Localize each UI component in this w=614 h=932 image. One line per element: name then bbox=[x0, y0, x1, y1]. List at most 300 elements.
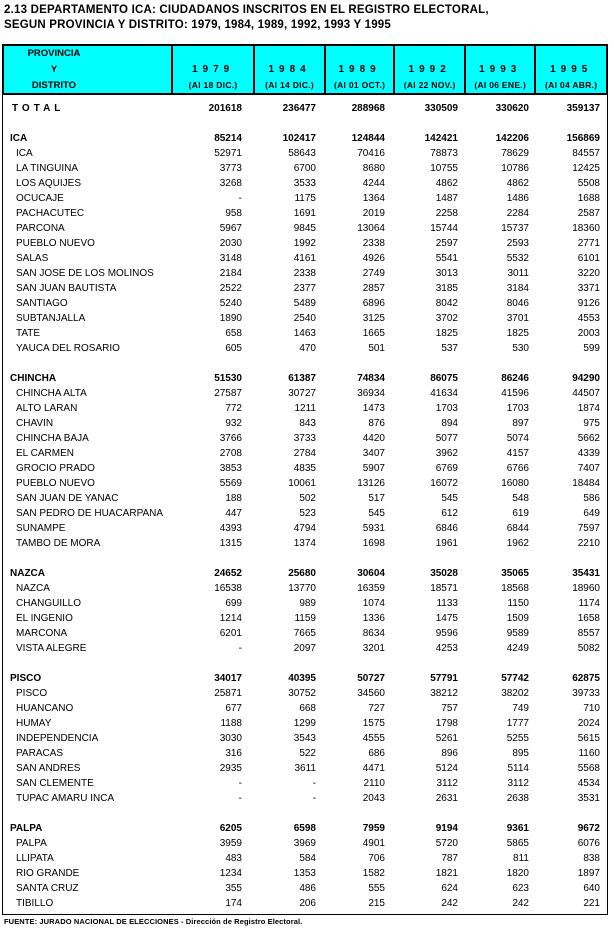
header-date: (Al 01 OCT.) bbox=[333, 80, 386, 90]
row-value-1995: 7407 bbox=[577, 463, 600, 474]
row-value-1995: 649 bbox=[583, 508, 600, 519]
row-value-1992: 624 bbox=[441, 883, 458, 894]
row-label: PALPA bbox=[16, 838, 47, 849]
row-value-1984: 584 bbox=[299, 853, 316, 864]
row-value-1992: 1821 bbox=[435, 868, 458, 879]
row-label: PUEBLO NUEVO bbox=[16, 478, 95, 489]
district-row bbox=[2, 311, 608, 326]
row-value-1979: 677 bbox=[225, 703, 242, 714]
row-label: TATE bbox=[16, 328, 41, 339]
row-value-1992: 6846 bbox=[435, 523, 458, 534]
header-year: 1984 bbox=[268, 64, 311, 75]
row-value-1984: 30752 bbox=[288, 688, 316, 699]
row-label: PUEBLO NUEVO bbox=[16, 238, 95, 249]
row-value-1993: 4157 bbox=[506, 448, 529, 459]
row-value-1993: 5074 bbox=[506, 433, 529, 444]
row-value-1984: 1691 bbox=[293, 208, 316, 219]
row-value-1984: 668 bbox=[299, 703, 316, 714]
row-label: CHANGUILLO bbox=[16, 598, 82, 609]
row-value-1989: 4926 bbox=[362, 253, 385, 264]
row-value-1989: 1698 bbox=[362, 538, 385, 549]
district-row bbox=[2, 341, 608, 356]
row-value-1979: 24652 bbox=[214, 568, 242, 579]
row-value-1979: 3853 bbox=[219, 463, 242, 474]
row-value-1984: 3733 bbox=[293, 433, 316, 444]
row-value-1992: 35028 bbox=[430, 568, 458, 579]
row-value-1989: 1364 bbox=[362, 193, 385, 204]
row-spacer bbox=[2, 656, 608, 671]
row-value-1984: 3969 bbox=[293, 838, 316, 849]
row-value-1979: 605 bbox=[225, 343, 242, 354]
row-value-1993: 142206 bbox=[495, 133, 529, 144]
row-value-1979: 6205 bbox=[219, 823, 242, 834]
row-value-1989: 545 bbox=[368, 508, 385, 519]
row-value-1979: 25871 bbox=[214, 688, 242, 699]
row-label: YAUCA DEL ROSARIO bbox=[16, 343, 120, 354]
row-value-1979: 1214 bbox=[219, 613, 242, 624]
row-value-1984: 58643 bbox=[288, 148, 316, 159]
row-value-1992: 4253 bbox=[435, 643, 458, 654]
row-value-1979: 3773 bbox=[219, 163, 242, 174]
row-value-1984: 1353 bbox=[293, 868, 316, 879]
row-value-1984: 7665 bbox=[293, 628, 316, 639]
row-value-1993: 8046 bbox=[506, 298, 529, 309]
row-value-1989: 2043 bbox=[362, 793, 385, 804]
row-spacer bbox=[2, 551, 608, 566]
row-value-1992: 9194 bbox=[435, 823, 458, 834]
row-value-1979: 3268 bbox=[219, 178, 242, 189]
row-value-1995: 2771 bbox=[577, 238, 600, 249]
row-value-1984: 2097 bbox=[293, 643, 316, 654]
row-spacer bbox=[2, 356, 608, 371]
row-value-1989: 36934 bbox=[357, 388, 385, 399]
row-value-1992: 6769 bbox=[435, 463, 458, 474]
district-row bbox=[2, 236, 608, 251]
district-row bbox=[2, 746, 608, 761]
district-row bbox=[2, 431, 608, 446]
row-value-1995: 221 bbox=[583, 898, 600, 909]
row-value-1992: 5077 bbox=[435, 433, 458, 444]
row-value-1993: 16080 bbox=[501, 478, 529, 489]
row-value-1979: 1890 bbox=[219, 313, 242, 324]
row-value-1995: 975 bbox=[583, 418, 600, 429]
row-value-1992: 142421 bbox=[424, 133, 458, 144]
table-bottom-rule bbox=[2, 914, 608, 915]
row-value-1989: 1074 bbox=[362, 598, 385, 609]
row-value-1993: 78629 bbox=[501, 148, 529, 159]
row-value-1989: 2019 bbox=[362, 208, 385, 219]
row-value-1989: 727 bbox=[368, 703, 385, 714]
row-label: SALAS bbox=[16, 253, 49, 264]
row-value-1993: 2638 bbox=[506, 793, 529, 804]
header-year: 1989 bbox=[338, 64, 381, 75]
row-label: EL INGENIO bbox=[16, 613, 73, 624]
row-value-1989: 1336 bbox=[362, 613, 385, 624]
row-value-1992: 757 bbox=[441, 703, 458, 714]
row-value-1993: 9589 bbox=[506, 628, 529, 639]
header-year: 1995 bbox=[550, 64, 593, 75]
row-value-1992: 15744 bbox=[430, 223, 458, 234]
row-value-1984: 61387 bbox=[288, 373, 316, 384]
row-label: SAN PEDRO DE HUACARPANA bbox=[16, 508, 164, 519]
district-row bbox=[2, 281, 608, 296]
row-value-1993: 4249 bbox=[506, 643, 529, 654]
row-value-1984: 30727 bbox=[288, 388, 316, 399]
row-value-1979: - bbox=[238, 793, 242, 804]
row-value-1992: 2597 bbox=[435, 238, 458, 249]
row-value-1992: 896 bbox=[441, 748, 458, 759]
header-provincia: PROVINCIA bbox=[27, 48, 81, 59]
row-value-1993: 38202 bbox=[501, 688, 529, 699]
row-value-1995: 640 bbox=[583, 883, 600, 894]
row-value-1992: 1133 bbox=[436, 598, 458, 609]
row-value-1979: 316 bbox=[225, 748, 242, 759]
district-row bbox=[2, 791, 608, 806]
row-value-1984: 206 bbox=[299, 898, 316, 909]
row-value-1995: 35431 bbox=[572, 568, 600, 579]
row-value-1992: 1475 bbox=[435, 613, 458, 624]
row-value-1984: 2540 bbox=[293, 313, 316, 324]
row-value-1993: 530 bbox=[512, 343, 529, 354]
row-value-1992: 545 bbox=[441, 493, 458, 504]
province-row bbox=[2, 566, 608, 581]
district-row bbox=[2, 686, 608, 701]
row-value-1993: 1486 bbox=[506, 193, 529, 204]
row-value-1979: 51530 bbox=[214, 373, 242, 384]
header-date: (Al 06 ENE.) bbox=[474, 80, 527, 90]
row-value-1993: 5532 bbox=[506, 253, 529, 264]
province-row bbox=[2, 821, 608, 836]
row-label: PISCO bbox=[10, 673, 42, 684]
row-value-1989: 2857 bbox=[362, 283, 385, 294]
row-value-1979: 5240 bbox=[219, 298, 242, 309]
page-title bbox=[4, 3, 489, 33]
row-value-1979: 201618 bbox=[208, 103, 242, 114]
row-value-1984: 1992 bbox=[293, 238, 316, 249]
row-value-1992: 1487 bbox=[435, 193, 458, 204]
row-value-1979: 3766 bbox=[219, 433, 242, 444]
row-value-1989: 7959 bbox=[362, 823, 385, 834]
row-value-1989: 2110 bbox=[363, 778, 385, 789]
row-value-1989: 4471 bbox=[362, 763, 385, 774]
row-label: SUNAMPE bbox=[16, 523, 66, 534]
row-value-1992: 242 bbox=[441, 898, 458, 909]
row-value-1995: 44507 bbox=[572, 388, 600, 399]
row-value-1989: 4901 bbox=[362, 838, 385, 849]
row-value-1992: 57791 bbox=[430, 673, 458, 684]
row-value-1993: 897 bbox=[512, 418, 529, 429]
district-row bbox=[2, 626, 608, 641]
row-label: OCUCAJE bbox=[16, 193, 64, 204]
row-value-1992: 5541 bbox=[435, 253, 458, 264]
row-value-1984: 1175 bbox=[294, 193, 316, 204]
district-row bbox=[2, 326, 608, 341]
row-value-1995: 5508 bbox=[577, 178, 600, 189]
row-label: SAN JUAN BAUTISTA bbox=[16, 283, 117, 294]
row-value-1993: 10786 bbox=[501, 163, 529, 174]
row-value-1995: 1897 bbox=[577, 868, 600, 879]
district-row bbox=[2, 896, 608, 911]
row-value-1995: 1874 bbox=[577, 403, 600, 414]
district-row bbox=[2, 641, 608, 656]
row-value-1995: 18360 bbox=[572, 223, 600, 234]
row-value-1989: 1575 bbox=[362, 718, 385, 729]
row-value-1989: 6896 bbox=[362, 298, 385, 309]
district-row bbox=[2, 731, 608, 746]
district-row bbox=[2, 146, 608, 161]
row-value-1992: 330509 bbox=[424, 103, 458, 114]
row-label: SANTIAGO bbox=[16, 298, 68, 309]
row-value-1984: 523 bbox=[299, 508, 316, 519]
row-label: PARCONA bbox=[16, 223, 65, 234]
header-provincia-distrito bbox=[4, 46, 171, 93]
row-value-1989: 30604 bbox=[357, 568, 385, 579]
header-col-1992 bbox=[393, 46, 464, 93]
row-label: TIBILLO bbox=[16, 898, 54, 909]
header-date: (Al 18 DIC.) bbox=[188, 80, 238, 90]
row-label: LLIPATA bbox=[16, 853, 54, 864]
row-value-1989: 4555 bbox=[362, 733, 385, 744]
row-value-1984: 2377 bbox=[293, 283, 316, 294]
row-label: HUMAY bbox=[16, 718, 52, 729]
row-value-1984: 3543 bbox=[293, 733, 316, 744]
row-value-1992: 537 bbox=[441, 343, 458, 354]
row-label: PALPA bbox=[10, 823, 43, 834]
row-value-1979: 658 bbox=[225, 328, 242, 339]
district-row bbox=[2, 401, 608, 416]
row-value-1992: 1798 bbox=[435, 718, 458, 729]
row-spacer bbox=[2, 116, 608, 131]
row-label: TUPAC AMARU INCA bbox=[16, 793, 115, 804]
row-label: SAN CLEMENTE bbox=[16, 778, 94, 789]
row-label: RIO GRANDE bbox=[16, 868, 80, 879]
row-label: SUBTANJALLA bbox=[16, 313, 86, 324]
row-label: NAZCA bbox=[16, 583, 50, 594]
row-value-1995: 8557 bbox=[577, 628, 600, 639]
row-value-1992: 86075 bbox=[430, 373, 458, 384]
row-label: ICA bbox=[10, 133, 28, 144]
title-line-2: SEGUN PROVINCIA Y DISTRITO: 1979, 1984, 1989, 1992, 1993 Y 1995 bbox=[4, 19, 391, 31]
row-value-1992: 16072 bbox=[430, 478, 458, 489]
row-label: SAN ANDRES bbox=[16, 763, 81, 774]
row-value-1995: 2003 bbox=[577, 328, 600, 339]
row-value-1993: 1150 bbox=[507, 598, 529, 609]
row-value-1995: 94290 bbox=[572, 373, 600, 384]
row-value-1993: 3701 bbox=[506, 313, 529, 324]
row-value-1984: 236477 bbox=[282, 103, 316, 114]
row-value-1995: 5615 bbox=[577, 733, 600, 744]
district-row bbox=[2, 221, 608, 236]
row-value-1984: 1299 bbox=[293, 718, 316, 729]
row-value-1979: 3959 bbox=[219, 838, 242, 849]
row-value-1979: 5967 bbox=[219, 223, 242, 234]
row-value-1989: 215 bbox=[368, 898, 385, 909]
row-value-1995: 1160 bbox=[578, 748, 600, 759]
row-value-1984: 10061 bbox=[288, 478, 316, 489]
row-value-1989: 74834 bbox=[357, 373, 385, 384]
table-body bbox=[2, 101, 608, 911]
row-value-1993: 3011 bbox=[507, 268, 529, 279]
row-label: VISTA ALEGRE bbox=[16, 643, 87, 654]
row-label: ICA bbox=[16, 148, 33, 159]
row-value-1992: 1961 bbox=[435, 538, 458, 549]
row-value-1984: 3611 bbox=[294, 763, 316, 774]
row-value-1984: 1159 bbox=[294, 613, 316, 624]
row-value-1979: 188 bbox=[225, 493, 242, 504]
row-value-1989: 70416 bbox=[357, 148, 385, 159]
district-row bbox=[2, 266, 608, 281]
row-value-1992: 5261 bbox=[435, 733, 458, 744]
district-row bbox=[2, 416, 608, 431]
row-value-1993: 41596 bbox=[501, 388, 529, 399]
row-value-1979: 2935 bbox=[219, 763, 242, 774]
row-value-1984: 1211 bbox=[294, 403, 316, 414]
row-spacer bbox=[2, 806, 608, 821]
district-row bbox=[2, 446, 608, 461]
row-value-1993: 15737 bbox=[501, 223, 529, 234]
row-value-1989: 4244 bbox=[362, 178, 385, 189]
header-col-1993 bbox=[464, 46, 535, 93]
district-row bbox=[2, 611, 608, 626]
header-date: (Al 22 NOV.) bbox=[403, 80, 456, 90]
row-label: PARACAS bbox=[16, 748, 64, 759]
row-value-1979: 6201 bbox=[219, 628, 242, 639]
row-value-1984: 25680 bbox=[288, 568, 316, 579]
row-value-1995: 18484 bbox=[572, 478, 600, 489]
row-value-1993: 86246 bbox=[501, 373, 529, 384]
header-col-1989 bbox=[324, 46, 394, 93]
row-value-1995: 359137 bbox=[566, 103, 600, 114]
row-value-1984: 522 bbox=[299, 748, 316, 759]
row-value-1992: 1825 bbox=[435, 328, 458, 339]
row-value-1995: 62875 bbox=[572, 673, 600, 684]
district-row bbox=[2, 881, 608, 896]
row-value-1993: 623 bbox=[512, 883, 529, 894]
province-row bbox=[2, 131, 608, 146]
row-value-1995: 586 bbox=[583, 493, 600, 504]
district-row bbox=[2, 191, 608, 206]
row-value-1993: 242 bbox=[512, 898, 529, 909]
row-value-1979: 772 bbox=[225, 403, 242, 414]
row-value-1984: 13770 bbox=[288, 583, 316, 594]
row-label: TAMBO DE MORA bbox=[16, 538, 101, 549]
row-value-1989: 3407 bbox=[362, 448, 385, 459]
row-value-1984: 40395 bbox=[288, 673, 316, 684]
row-value-1995: 4553 bbox=[577, 313, 600, 324]
row-value-1989: 5907 bbox=[362, 463, 385, 474]
district-row bbox=[2, 581, 608, 596]
header-col-1995 bbox=[534, 46, 606, 93]
row-value-1993: 5255 bbox=[506, 733, 529, 744]
row-value-1989: 2338 bbox=[362, 238, 385, 249]
row-value-1989: 13064 bbox=[357, 223, 385, 234]
row-value-1992: 3702 bbox=[435, 313, 458, 324]
row-value-1984: 843 bbox=[299, 418, 316, 429]
row-value-1979: 16538 bbox=[214, 583, 242, 594]
row-value-1993: 4862 bbox=[506, 178, 529, 189]
row-value-1979: 2184 bbox=[219, 268, 242, 279]
row-value-1979: - bbox=[238, 643, 242, 654]
row-value-1995: 1658 bbox=[577, 613, 600, 624]
row-value-1979: 34017 bbox=[214, 673, 242, 684]
row-label: CHINCHA bbox=[10, 373, 57, 384]
row-value-1984: 1463 bbox=[293, 328, 316, 339]
row-label: TOTAL bbox=[12, 103, 65, 114]
row-label: LOS AQUIJES bbox=[16, 178, 82, 189]
row-value-1984: 6598 bbox=[293, 823, 316, 834]
row-value-1993: 548 bbox=[512, 493, 529, 504]
source-note: FUENTE: JURADO NACIONAL DE ELECCIONES - Dirección de Registro Electoral. bbox=[4, 917, 303, 926]
row-value-1993: 749 bbox=[512, 703, 529, 714]
row-value-1992: 5720 bbox=[435, 838, 458, 849]
province-row bbox=[2, 671, 608, 686]
row-value-1995: 1688 bbox=[577, 193, 600, 204]
row-value-1992: 787 bbox=[441, 853, 458, 864]
row-value-1989: 1665 bbox=[362, 328, 385, 339]
header-year: 1979 bbox=[191, 64, 235, 75]
row-value-1979: 355 bbox=[225, 883, 242, 894]
row-value-1993: 1825 bbox=[506, 328, 529, 339]
row-value-1993: 2593 bbox=[506, 238, 529, 249]
row-label: MARCONA bbox=[16, 628, 68, 639]
row-value-1979: - bbox=[238, 193, 242, 204]
row-value-1995: 18960 bbox=[572, 583, 600, 594]
row-value-1989: 288968 bbox=[351, 103, 385, 114]
row-value-1992: 3962 bbox=[435, 448, 458, 459]
row-value-1995: 3531 bbox=[577, 793, 600, 804]
district-row bbox=[2, 176, 608, 191]
row-value-1989: 124844 bbox=[351, 133, 385, 144]
row-value-1984: - bbox=[312, 778, 316, 789]
row-value-1993: 5865 bbox=[506, 838, 529, 849]
row-value-1979: 27587 bbox=[214, 388, 242, 399]
row-value-1995: 156869 bbox=[566, 133, 600, 144]
row-value-1984: 470 bbox=[299, 343, 316, 354]
row-label: SANTA CRUZ bbox=[16, 883, 79, 894]
row-value-1995: 5662 bbox=[577, 433, 600, 444]
row-value-1995: 12425 bbox=[572, 163, 600, 174]
row-label: SAN JUAN DE YANAC bbox=[16, 493, 119, 504]
header-year: 1992 bbox=[408, 64, 451, 75]
row-value-1989: 686 bbox=[368, 748, 385, 759]
row-value-1979: 699 bbox=[225, 598, 242, 609]
row-value-1979: - bbox=[238, 778, 242, 789]
row-label: CHINCHA ALTA bbox=[16, 388, 87, 399]
row-value-1989: 8680 bbox=[362, 163, 385, 174]
row-value-1993: 6766 bbox=[506, 463, 529, 474]
row-value-1979: 3148 bbox=[219, 253, 242, 264]
row-value-1995: 9126 bbox=[577, 298, 600, 309]
row-value-1993: 3184 bbox=[506, 283, 529, 294]
district-row bbox=[2, 521, 608, 536]
row-value-1992: 612 bbox=[441, 508, 458, 519]
row-value-1995: 7597 bbox=[577, 523, 600, 534]
row-label: CHINCHA BAJA bbox=[16, 433, 89, 444]
row-value-1979: 932 bbox=[225, 418, 242, 429]
row-value-1993: 330620 bbox=[495, 103, 529, 114]
row-value-1989: 13126 bbox=[357, 478, 385, 489]
row-label: GROCIO PRADO bbox=[16, 463, 95, 474]
row-value-1979: 447 bbox=[225, 508, 242, 519]
row-value-1979: 1188 bbox=[220, 718, 242, 729]
row-value-1992: 2631 bbox=[435, 793, 458, 804]
row-value-1995: 4534 bbox=[577, 778, 600, 789]
row-value-1992: 2258 bbox=[435, 208, 458, 219]
row-value-1989: 2749 bbox=[362, 268, 385, 279]
row-value-1992: 1703 bbox=[435, 403, 458, 414]
header-distrito: DISTRITO bbox=[31, 80, 77, 91]
row-value-1995: 3371 bbox=[577, 283, 600, 294]
